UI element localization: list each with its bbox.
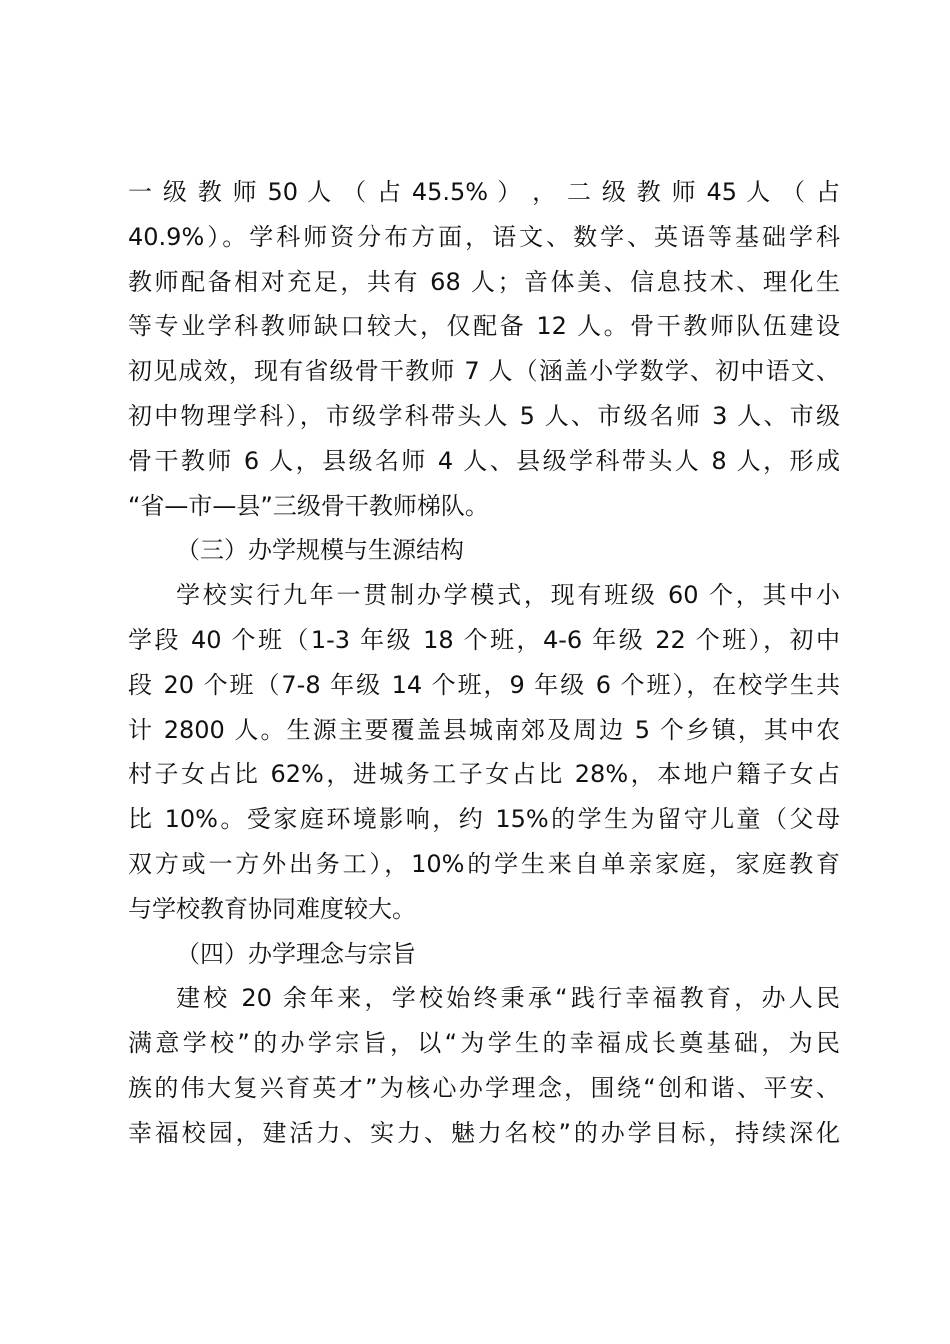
text-line: 初中物理学科），市级学科带头人 5 人、市级名师 3 人、市级 [128,401,840,430]
text-line: 双方或一方外出务工），10%的学生来自单亲家庭，家庭教育 [128,849,840,878]
text-line: 初见成效，现有省级骨干教师 7 人（涵盖小学数学、初中语文、 [128,357,840,386]
text-line: 40.9%）。学科师资分布方面，语文、数学、英语等基础学科 [128,222,840,251]
text-line: 村子女占比 62%，进城务工子女占比 28%，本地户籍子女占 [128,760,840,789]
text-line: 与学校教育协同难度较大。 [128,894,416,923]
text-line: 学段 40 个班（1-3 年级 18 个班，4-6 年级 22 个班），初中 [128,625,840,654]
text-line: 教师配备相对充足，共有 68 人；音体美、信息技术、理化生 [128,267,840,296]
text-line: 计 2800 人。生源主要覆盖县城南郊及周边 5 个乡镇，其中农 [128,715,840,744]
text-line: 学校实行九年一贯制办学模式，现有班级 60 个，其中小 [176,581,840,610]
text-line: 族的伟大复兴育英才”为核心办学理念，围绕“创和谐、平安、 [128,1073,840,1102]
document-body [128,170,840,1156]
text-line: 一 级 教 师 50 人 （ 占 45.5% ） ， 二 级 教 师 45 人 （ 占 [128,178,840,206]
paragraph-teacher-staff [128,170,840,528]
text-line: 幸福校园，建活力、实力、魅力名校”的办学目标，持续深化 [128,1118,840,1147]
text-line: 骨干教师 6 人，县级名师 4 人、县级学科带头人 8 人，形成 [128,446,840,475]
text-line: 建校 20 余年来，学校始终秉承“践行幸福教育，办人民 [176,984,840,1013]
text-line: 段 20 个班（7-8 年级 14 个班，9 年级 6 个班），在校学生共 [128,670,840,699]
paragraph-school-scale [128,573,840,931]
paragraph-school-philosophy [128,976,840,1155]
section-heading-4: （四）办学理念与宗旨 [176,939,416,968]
text-line: 满意学校”的办学宗旨，以“为学生的幸福成长奠基础，为民 [128,1029,840,1058]
section-heading-3: （三）办学规模与生源结构 [176,536,464,565]
text-line: 比 10%。受家庭环境影响，约 15%的学生为留守儿童（父母 [128,805,840,834]
text-line: “省—市—县”三级骨干教师梯队。 [128,491,489,520]
text-line: 等专业学科教师缺口较大，仅配备 12 人。骨干教师队伍建设 [128,312,840,341]
